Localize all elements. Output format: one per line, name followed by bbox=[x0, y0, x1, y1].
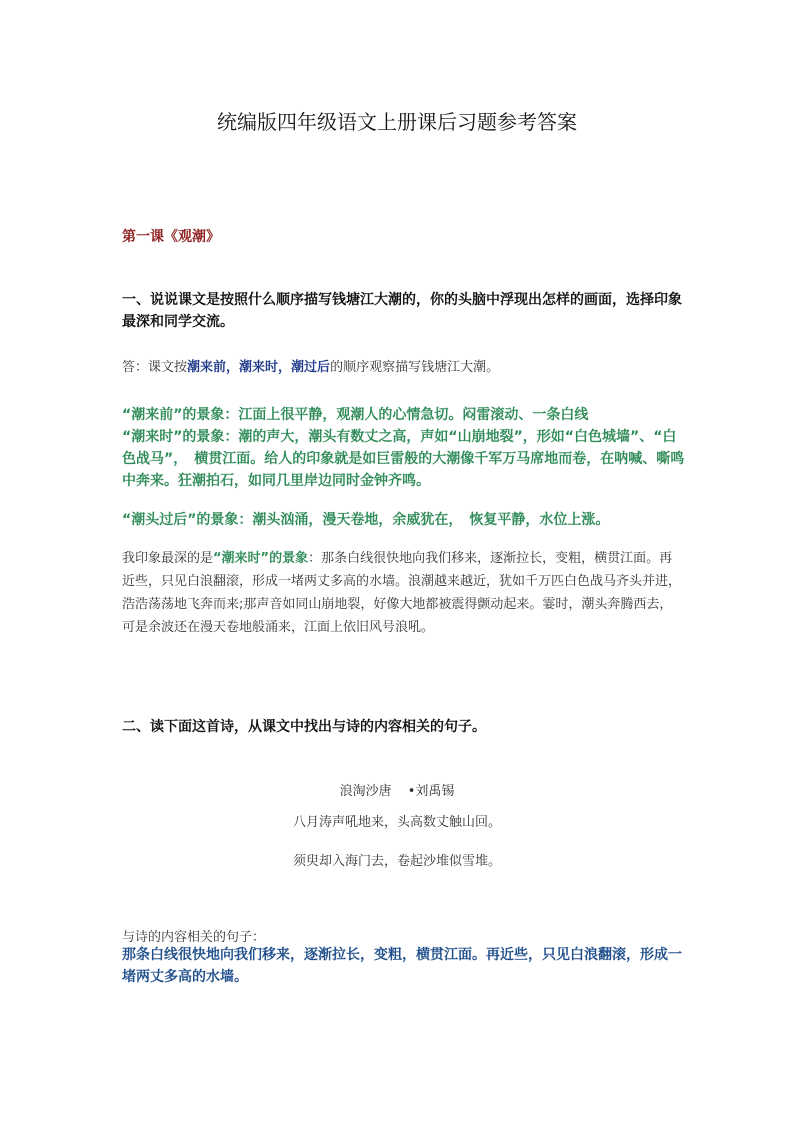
question-2-text: 二、读下面这首诗，从课文中找出与诗的内容相关的句子。 bbox=[122, 719, 486, 735]
answer-highlight-during: 潮来时， bbox=[239, 360, 292, 375]
impression-highlight: “潮来时”的景象 bbox=[213, 551, 309, 566]
impression-body: ：那条白线很快地向我们移来，逐渐拉长，变粗，横贯江面。再近些，只见白浪翻滚，形成一堵两丈多高的水墙。浪潮越来越近，犹如千万匹白色战马齐头并进，浩浩荡荡地飞奔而来;那声音如同山崩地裂，好像大地都被震得颤动起来。霎时，潮头奔腾西去，可是余波还在漫天卷地般涌来，江面上依旧风号浪吼。 bbox=[122, 551, 682, 635]
question-1-answer bbox=[122, 357, 682, 378]
scene-after-tide: “潮头过后”的景象：潮头汹涌，漫天卷地，余威犹在， 恢复平静，水位上涨。 bbox=[122, 512, 610, 528]
poem-heading bbox=[0, 780, 794, 799]
answer-suffix: 的顺序观察描写钱塘江大潮。 bbox=[330, 360, 500, 375]
impression-paragraph bbox=[122, 547, 682, 639]
related-sentences-text: 那条白线很快地向我们移来，逐渐拉长，变粗，横贯江面。再近些，只见白浪翻滚，形成一堵两丈多高的水墙。 bbox=[122, 947, 682, 985]
scene-during-tide: “潮来时”的景象：潮的声大，潮头有数丈之高，声如“山崩地裂”，形如“白色城墙”、“白色战马”， 横贯江面。给人的印象就是如巨雷般的大潮像千军万马席地而卷，在呐喊、嘶鸣中奔来。狂潮拍石，如同几里岸边同时金钟齐鸣。 bbox=[122, 429, 685, 489]
question-1-text: 一、说说课文是按照什么顺序描写钱塘江大潮的，你的头脑中浮现出怎样的画面，选择印象最深和同学交流。 bbox=[122, 292, 682, 330]
poem-line-1: 八月涛声吼地来，头高数丈触山回。 bbox=[292, 815, 501, 830]
answer-highlight-after: 潮过后 bbox=[291, 360, 331, 375]
answer-prefix: 答：课文按 bbox=[122, 360, 188, 375]
poem-author: •刘禹锡 bbox=[407, 784, 455, 799]
lesson-heading: 第一课《观潮》 bbox=[122, 229, 220, 245]
scene-before-tide: “潮来前”的景象：江面上很平静，观潮人的心情急切。闷雷滚动、一条白线 bbox=[122, 407, 589, 423]
answer-highlight-before: 潮来前， bbox=[187, 360, 240, 375]
document-title: 统编版四年级语文上册课后习题参考答案 bbox=[217, 110, 577, 134]
poem-line-2: 须臾却入海门去，卷起沙堆似雪堆。 bbox=[292, 854, 501, 869]
related-sentences-label: 与诗的内容相关的句子： bbox=[122, 930, 266, 945]
poem-title: 浪淘沙唐 bbox=[339, 784, 392, 799]
impression-prefix: 我印象最深的是 bbox=[122, 551, 214, 566]
